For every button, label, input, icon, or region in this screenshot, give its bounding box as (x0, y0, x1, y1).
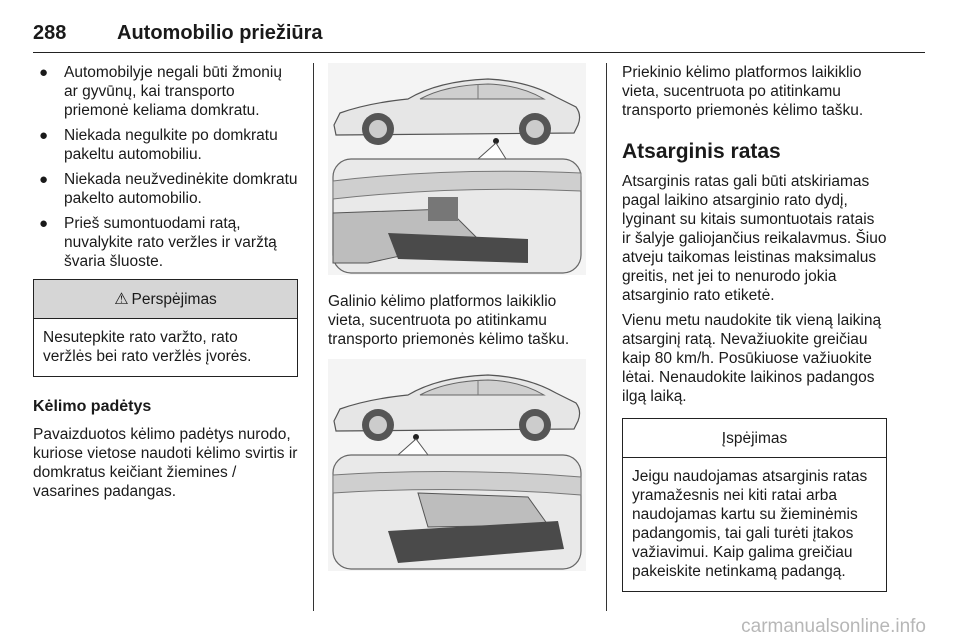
column-divider-left (313, 63, 314, 611)
warning-text: Nesutepkite rato varžto, rato veržlės bei rato veržlės įvorės. (43, 329, 252, 365)
caution-title: Įspėjimas (721, 429, 788, 447)
list-item: ● Niekada negulkite po domkratu pakeltu automobiliu. (39, 127, 278, 163)
warning-box (33, 279, 298, 377)
watermark: carmanualsonline.info (741, 616, 926, 637)
caution-box (622, 418, 887, 592)
rear-lift-point-illustration (328, 63, 586, 275)
spare-wheel-heading: Atsarginis ratas (622, 140, 781, 163)
spare-wheel-paragraph-2: Vienu metu naudokite tik vieną laikiną atsarginį ratą. Nevažiuokite greičiau kaip 80 km/h. Posūkiuose važiuokite lėtai. Nenaudokite laikinos padangos ilgą laiką. (622, 312, 882, 405)
rear-lift-caption: Galinio kėlimo platformos laikiklio vieta, sucentruota po atitinkamu transporto priemonės kėlimo tašku. (328, 293, 570, 348)
list-item: ● Automobilyje negali būti žmonių ar gyvūnų, kai transporto priemonė keliama domkratu. (39, 64, 282, 119)
list-item: ● Niekada neužvedinėkite domkratu pakelto automobilio. (39, 171, 298, 207)
column-middle (328, 63, 586, 571)
column-divider-right (606, 63, 607, 611)
bullet-icon: ● (39, 127, 49, 144)
page-title: Automobilio priežiūra (117, 22, 323, 44)
front-lift-caption: Priekinio kėlimo platformos laikiklio vieta, sucentruota po atitinkamu transporto priemonės kėlimo tašku. (622, 64, 864, 119)
column-left (33, 63, 298, 507)
page-header (33, 22, 925, 53)
bullet-icon: ● (39, 64, 49, 81)
warning-box-header (34, 280, 297, 319)
lift-arm-detail-icon (333, 455, 581, 569)
spare-wheel-paragraph-1: Atsarginis ratas gali būti atskiriamas pagal laikino atsarginio rato dydį, lyginant su kitais sumontuotais ratais ir šalyje galiojančius reikalavmus. Šiuo atveju taikomas leistinas maksimalus greitis, net jei to nenurodo jokia atsarginio rato etiketė. (622, 173, 887, 304)
warning-title: Perspėjimas (131, 290, 217, 308)
bullet-icon: ● (39, 171, 49, 188)
column-right (622, 63, 887, 592)
lift-arm-detail-icon (333, 159, 581, 273)
caution-text: Jeigu naudojamas atsarginis ratas yramažesnis nei kiti ratai arba naudojamas kartu su žieminėmis padangomis, tai gali turėti įtakos važiavimui. Kaip galima greičiau pakeiskite netinkamą padangą. (632, 468, 868, 580)
page-number: 288 (33, 22, 67, 44)
bullet-icon: ● (39, 215, 49, 232)
list-item: ● Prieš sumontuodami ratą, nuvalykite rato veržles ir varžtą švaria šluoste. (39, 215, 277, 270)
lifting-positions-paragraph: Pavaizduotos kėlimo padėtys nurodo, kuriose vietose naudoti kėlimo svirtis ir domkratus keičiant žiemines / vasarines padangas. (33, 426, 298, 500)
lifting-positions-heading: Kėlimo padėtys (33, 398, 152, 415)
safety-bullet-list (33, 63, 298, 271)
front-lift-point-illustration (328, 359, 586, 571)
warning-triangle-icon: ⚠ (114, 290, 129, 308)
caution-box-header (623, 419, 886, 458)
